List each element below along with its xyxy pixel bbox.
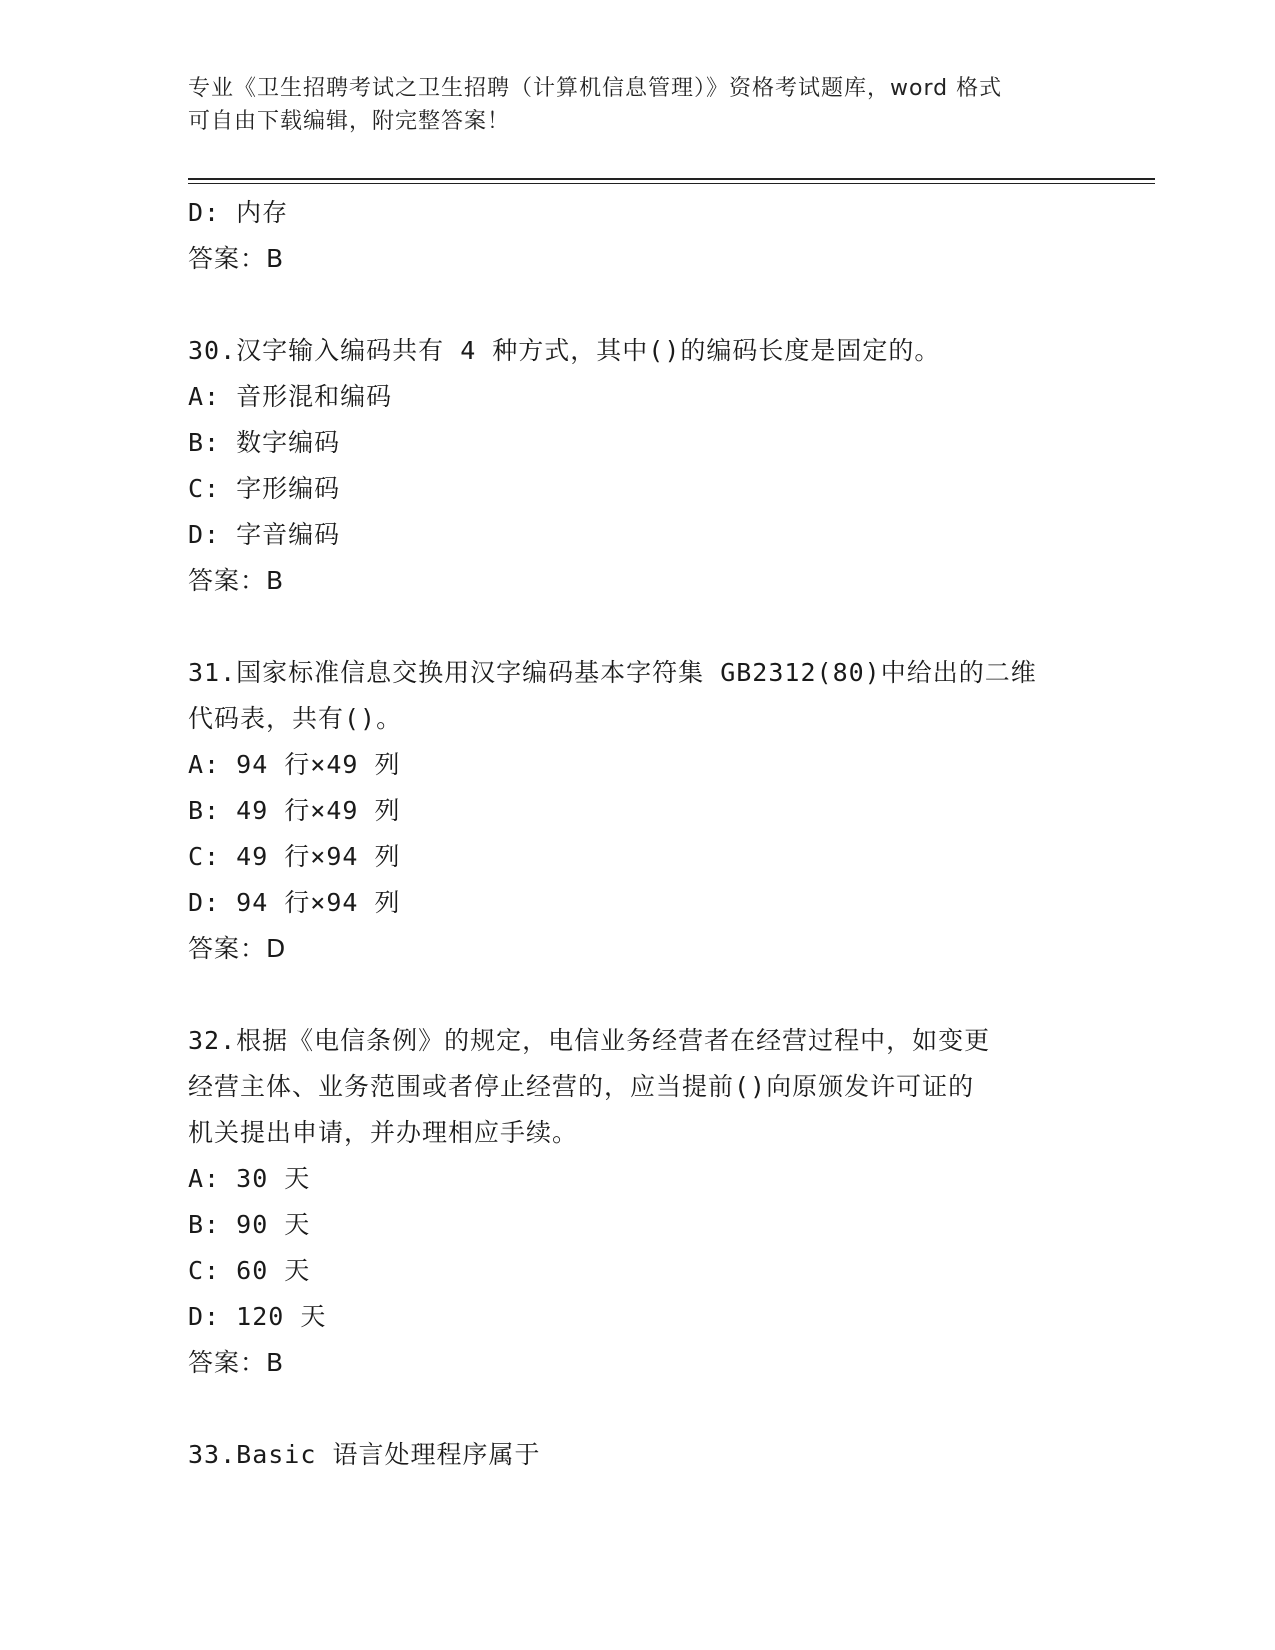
option-b: B: 数字编码 [188, 428, 341, 457]
answer-line: 答案：B [188, 566, 285, 595]
answer-line: 答案：D [188, 934, 287, 963]
spacer [188, 972, 1088, 1018]
option-c: C: 字形编码 [188, 474, 341, 503]
option-a: A: 94 行×49 列 [188, 750, 401, 779]
option-c: C: 49 行×94 列 [188, 842, 401, 871]
spacer [188, 282, 1088, 328]
question-31 [188, 650, 1088, 972]
option-b: B: 49 行×49 列 [188, 796, 401, 825]
answer-line: 答案：B [188, 1348, 285, 1377]
question-30 [188, 328, 1088, 604]
header-line-1: 专业《卫生招聘考试之卫生招聘（计算机信息管理）》资格考试题库，word 格式 [188, 76, 1003, 101]
question-text: 33.Basic 语言处理程序属于 [188, 1440, 541, 1469]
question-text-line-3: 机关提出申请，并办理相应手续。 [188, 1118, 579, 1147]
question-list [188, 190, 1088, 1478]
option-b: B: 90 天 [188, 1210, 311, 1239]
question-32 [188, 1018, 1088, 1386]
spacer [188, 1386, 1088, 1432]
header-divider-thick [188, 178, 1155, 180]
question-text-line-1: 32.根据《电信条例》的规定，电信业务经营者在经营过程中，如变更 [188, 1026, 991, 1055]
option-d: D: 120 天 [188, 1302, 327, 1331]
header-line-2: 可自由下载编辑，附完整答案！ [188, 109, 511, 134]
option-d: D: 94 行×94 列 [188, 888, 401, 917]
question-text-line-2: 代码表，共有()。 [188, 704, 403, 733]
question-text: 30.汉字输入编码共有 4 种方式，其中()的编码长度是固定的。 [188, 336, 941, 365]
answer-line: 答案：B [188, 244, 285, 273]
option-d: D: 内存 [188, 198, 289, 227]
option-c: C: 60 天 [188, 1256, 311, 1285]
question-text-line-1: 31.国家标准信息交换用汉字编码基本字符集 GB2312(80)中给出的二维 [188, 658, 1037, 687]
document-header [188, 72, 1068, 138]
header-divider-thin [188, 183, 1155, 184]
question-33 [188, 1432, 1088, 1478]
option-a: A: 音形混和编码 [188, 382, 393, 411]
option-d: D: 字音编码 [188, 520, 341, 549]
question-29-tail [188, 190, 1088, 282]
spacer [188, 604, 1088, 650]
option-a: A: 30 天 [188, 1164, 311, 1193]
question-text-line-2: 经营主体、业务范围或者停止经营的，应当提前()向原颁发许可证的 [188, 1072, 975, 1101]
